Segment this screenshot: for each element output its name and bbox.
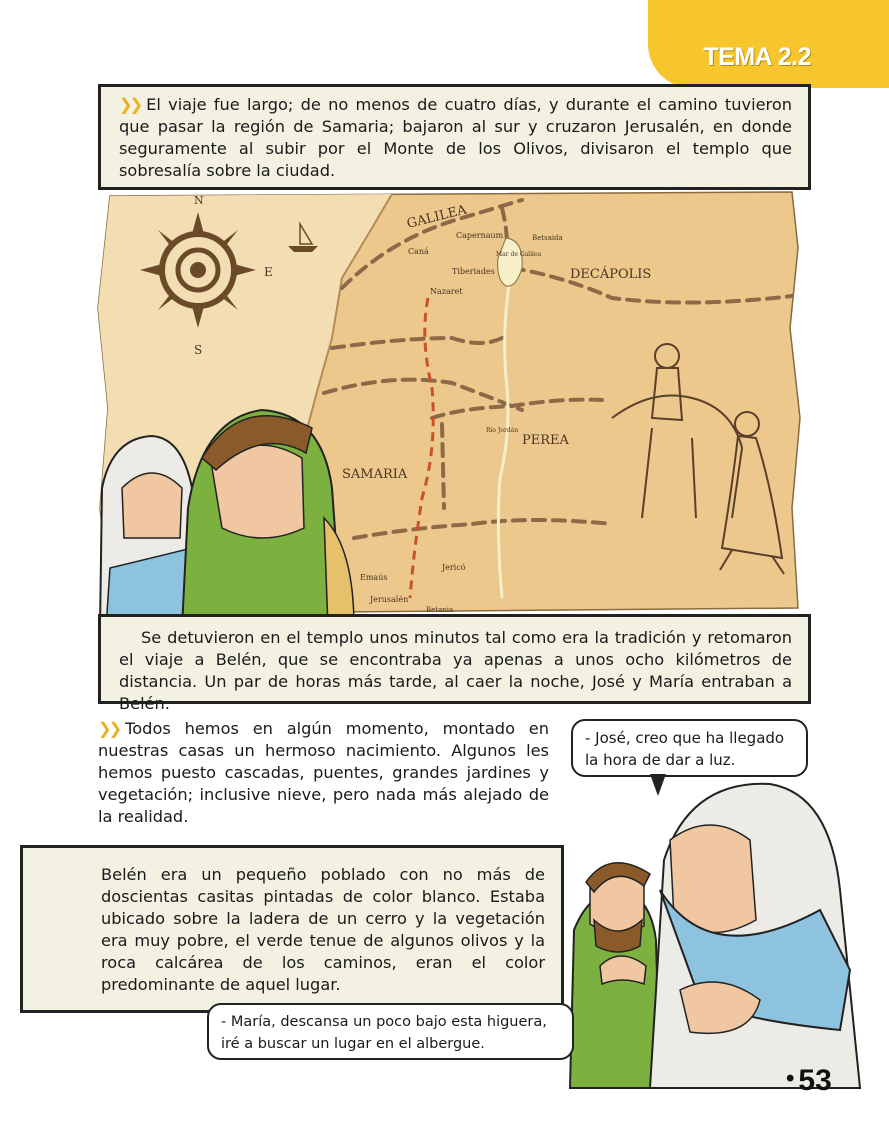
compass-north-label: N — [194, 194, 204, 207]
belen-text: Belén era un pequeño poblado con no más de doscientas casitas pintadas de color blanco. Estaba ubicado sobre la ladera de un cerro y la vegetación era muy pobre, el verde tenue de algunos olivos y la roca calcárea de los caminos, eran el color predominante de aquel lugar. — [101, 865, 545, 994]
tema-label: TEMA 2.2 — [703, 43, 811, 71]
region-decapolis: DECÁPOLIS — [570, 267, 652, 282]
nacimiento-text: Todos hemos en algún momento, montado en nuestras casas un hermoso nacimiento. Algunos les hemos puesto cascadas, puentes, grandes jardines y vegetación; inclusive nieve, pero nada más alejado de la realidad. — [98, 719, 549, 826]
place-betania: Betania — [426, 606, 454, 614]
page-number — [786, 1064, 832, 1098]
place-jerusalen: Jerusalén — [370, 595, 409, 604]
region-samaria: SAMARIA — [342, 467, 408, 482]
place-betsaida: Betsaida — [532, 234, 563, 242]
compass-south-label: S — [194, 343, 203, 357]
place-cana: Caná — [408, 247, 429, 256]
intro-text: El viaje fue largo; de no menos de cuatro días, y durante el camino tuvieron que pasar la región de Samaria; bajaron al sur y cruzaron Jerusalén, en donde seguramente al subir por el Monte de los Olivos, divisaron el templo que sobresalía sobre la ciudad. — [119, 95, 792, 180]
maria-jose-bottom-illustration — [560, 770, 889, 1090]
place-tiberiades: Tiberiades — [452, 267, 495, 276]
maria-bubble-tail — [650, 774, 666, 796]
palestine-map — [92, 188, 804, 628]
place-jerico: Jericó — [442, 563, 466, 572]
region-perea: PEREA — [522, 433, 569, 448]
temple-stop-box — [98, 614, 811, 713]
maria-jose-illustration — [100, 410, 354, 628]
place-mar-galilea: Mar de Galilea — [496, 251, 542, 258]
place-emaus: Emaús — [360, 573, 388, 582]
chevron-bullet-icon: ❯❯ — [119, 95, 141, 114]
place-capernaum: Capernaum — [456, 231, 504, 240]
jose-speech-text: - María, descansa un poco bajo esta higuera, iré a buscar un lugar en el albergue. — [221, 1014, 547, 1052]
compass-east-label: E — [264, 265, 273, 279]
page-number-value: 53 — [798, 1064, 832, 1097]
place-rio-jordan: Río Jordán — [486, 427, 519, 434]
chevron-bullet-icon-2: ❯❯ — [98, 719, 120, 738]
nacimiento-paragraph — [98, 718, 549, 828]
maria-speech-bubble — [571, 719, 808, 777]
place-nazaret: Nazaret — [430, 287, 463, 296]
maria-speech-text: - José, creo que ha llegado la hora de dar a luz. — [585, 729, 785, 769]
jose-speech-bubble — [207, 1003, 574, 1060]
belen-box — [20, 845, 564, 1013]
temple-stop-text: Se detuvieron en el templo unos minutos tal como era la tradición y retomaron el viaje a Belén, que se encontraba ya apenas a unos ocho kilómetros de distancia. Un par de horas más tarde, al caer la noche, José y María entraban a Belén. — [119, 628, 792, 713]
bullet-dot-icon: • — [786, 1065, 795, 1092]
region-galilea: GALILEA — [405, 202, 469, 232]
intro-box — [98, 84, 811, 190]
tema-tab — [648, 0, 889, 88]
